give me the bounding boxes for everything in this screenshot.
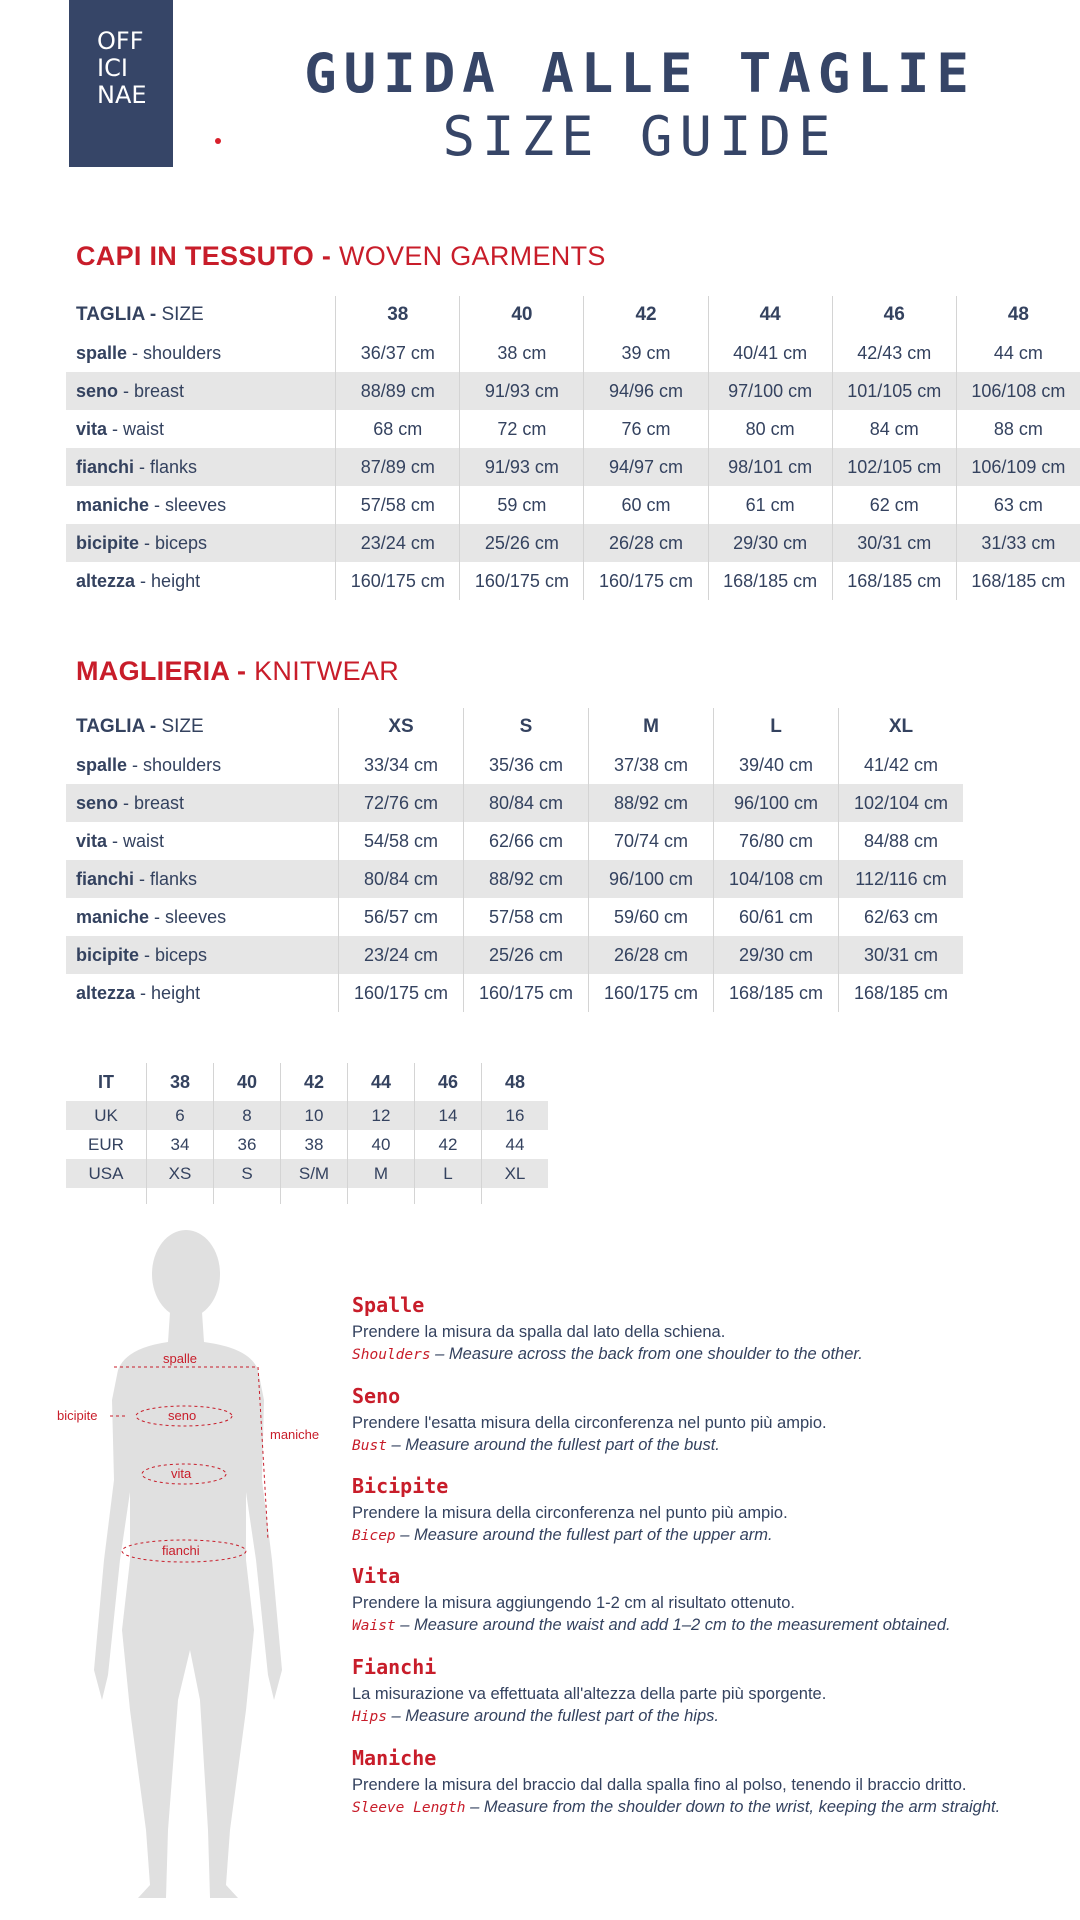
instruction-title: Maniche (352, 1746, 437, 1770)
instruction-en-text: – Measure around the fullest part of the hips. (386, 1707, 719, 1725)
table-cell: 160/175 cm (584, 562, 708, 600)
table-cell: 76 cm (584, 410, 708, 448)
table-cell: 56/57 cm (339, 898, 464, 936)
measure-label-en: - height (140, 570, 201, 591)
instruction-title: Vita (352, 1564, 401, 1588)
table-cell: 97/100 cm (708, 372, 832, 410)
instruction-text-it: Prendere la misura del braccio dal dalla spalla fino al polso, tenendo il braccio dritto. (352, 1776, 967, 1794)
table-cell: 25/26 cm (464, 936, 589, 974)
conversion-header-row (66, 1063, 548, 1101)
conversion-spacer-cell (415, 1188, 482, 1204)
table-cell: 57/58 cm (464, 898, 589, 936)
instruction-text-it: Prendere la misura da spalla dal lato della schiena. (352, 1323, 726, 1341)
conversion-row (66, 1159, 548, 1188)
measure-label-en: - breast (123, 792, 185, 813)
table-row (66, 524, 1080, 562)
measure-label-it: vita (76, 830, 108, 851)
logo-line-3: NAE (97, 81, 147, 109)
conversion-cell: 38 (281, 1130, 348, 1159)
conversion-cell: EUR (88, 1134, 124, 1154)
table-cell: 23/24 cm (339, 936, 464, 974)
table-cell: 60 cm (584, 486, 708, 524)
table-header-row (66, 708, 963, 746)
instruction-block (352, 1474, 1052, 1545)
woven-size-table (66, 296, 1080, 600)
table-cell: 33/34 cm (339, 746, 464, 784)
measure-label-en: - shoulders (132, 342, 222, 363)
size-column-header: 44 (708, 296, 832, 334)
measure-label-en: - biceps (144, 944, 208, 965)
table-cell: 160/175 cm (336, 562, 460, 600)
silhouette-svg (50, 1230, 350, 1910)
header-label-en: SIZE (161, 716, 204, 737)
table-cell: 84/88 cm (839, 822, 964, 860)
section-title-woven-it: CAPI IN TESSUTO - (76, 241, 332, 271)
table-cell: 106/109 cm (956, 448, 1080, 486)
size-column-header: 42 (584, 296, 708, 334)
table-cell: 39 cm (584, 334, 708, 372)
table-row (66, 334, 1080, 372)
conversion-spacer-cell (147, 1188, 214, 1204)
size-column-header: 48 (956, 296, 1080, 334)
conversion-header-cell: 42 (281, 1063, 348, 1101)
table-cell: 160/175 cm (589, 974, 714, 1012)
table-cell: 39/40 cm (714, 746, 839, 784)
measure-label (66, 974, 339, 1012)
conversion-header-cell: 40 (214, 1063, 281, 1101)
instruction-block (352, 1746, 1052, 1817)
instruction-en-key: Bust (352, 1438, 387, 1454)
conversion-cell: 14 (415, 1101, 482, 1130)
measure-label (66, 334, 336, 372)
table-cell: 37/38 cm (589, 746, 714, 784)
instruction-text-it: Prendere l'esatta misura della circonferenza nel punto più ampio. (352, 1414, 827, 1432)
size-column-header: L (714, 708, 839, 746)
conversion-spacer-cell (66, 1188, 147, 1204)
instruction-en-key: Sleeve Length (352, 1800, 466, 1816)
conversion-spacer-cell (281, 1188, 348, 1204)
measure-label-it: maniche (76, 906, 150, 927)
table-cell: 42/43 cm (832, 334, 956, 372)
table-cell: 88/92 cm (464, 860, 589, 898)
table-cell: 29/30 cm (708, 524, 832, 562)
instruction-block (352, 1564, 1052, 1635)
measure-label (66, 486, 336, 524)
conversion-header-cell: 46 (415, 1063, 482, 1101)
table-cell: 168/185 cm (839, 974, 964, 1012)
measure-label (66, 562, 336, 600)
measure-label-en: - biceps (144, 532, 208, 553)
measure-label-en: - flanks (139, 456, 198, 477)
section-title-knit-en: KNITWEAR (254, 656, 400, 686)
conversion-cell: 16 (482, 1101, 549, 1130)
table-cell: 72/76 cm (339, 784, 464, 822)
size-conversion-table (66, 1063, 548, 1204)
instruction-en-text: – Measure around the waist and add 1–2 cm to the measurement obtained. (395, 1616, 951, 1634)
table-cell: 60/61 cm (714, 898, 839, 936)
table-cell: 168/185 cm (956, 562, 1080, 600)
figure-label-seno: seno (168, 1408, 197, 1423)
table-row (66, 860, 963, 898)
instruction-en-text: – Measure around the fullest part of the bust. (386, 1436, 720, 1454)
table-row (66, 562, 1080, 600)
measure-label (66, 410, 336, 448)
instruction-text-en (352, 1798, 1052, 1817)
table-cell: 41/42 cm (839, 746, 964, 784)
instruction-block (352, 1293, 1052, 1364)
table-cell: 61 cm (708, 486, 832, 524)
body-silhouette (50, 1230, 350, 1910)
instruction-block (352, 1655, 1052, 1726)
conversion-cell: L (415, 1159, 482, 1188)
measure-label-it: altezza (76, 982, 136, 1003)
logo-dot (215, 138, 221, 144)
table-cell: 94/97 cm (584, 448, 708, 486)
measure-label (66, 372, 336, 410)
conversion-spacer-cell (348, 1188, 415, 1204)
size-column-header: 40 (460, 296, 584, 334)
measure-label (66, 822, 339, 860)
conversion-cell: 12 (348, 1101, 415, 1130)
size-column-header: 46 (832, 296, 956, 334)
table-cell: 68 cm (336, 410, 460, 448)
table-cell: 30/31 cm (839, 936, 964, 974)
instruction-text-it: Prendere la misura aggiungendo 1-2 cm al risultato ottenuto. (352, 1594, 796, 1612)
header-label-it: TAGLIA - (76, 304, 157, 325)
instruction-title: Seno (352, 1384, 401, 1408)
section-title-woven-en: WOVEN GARMENTS (338, 241, 606, 271)
section-title-knit (76, 656, 399, 687)
table-cell: 112/116 cm (839, 860, 964, 898)
conversion-cell: 8 (214, 1101, 281, 1130)
table-cell: 88 cm (956, 410, 1080, 448)
table-cell: 26/28 cm (589, 936, 714, 974)
logo-line-2: ICI (97, 54, 128, 82)
table-row (66, 936, 963, 974)
conversion-cell: 42 (415, 1130, 482, 1159)
table-cell: 80/84 cm (339, 860, 464, 898)
table-row (66, 784, 963, 822)
measure-label (66, 448, 336, 486)
size-column-header: XS (339, 708, 464, 746)
header-label (66, 708, 339, 746)
instruction-title: Fianchi (352, 1655, 437, 1679)
conversion-cell: XS (147, 1159, 214, 1188)
instruction-title: Bicipite (352, 1474, 449, 1498)
header-label (66, 296, 336, 334)
table-cell: 80/84 cm (464, 784, 589, 822)
table-row (66, 372, 1080, 410)
measure-label-it: bicipite (76, 532, 140, 553)
instruction-block (352, 1384, 1052, 1455)
table-header-row (66, 296, 1080, 334)
conversion-cell: 36 (214, 1130, 281, 1159)
table-cell: 102/104 cm (839, 784, 964, 822)
measure-label (66, 524, 336, 562)
table-cell: 160/175 cm (460, 562, 584, 600)
table-cell: 25/26 cm (460, 524, 584, 562)
table-row (66, 898, 963, 936)
instruction-text-en (352, 1526, 1052, 1545)
table-cell: 168/185 cm (832, 562, 956, 600)
table-cell: 59 cm (460, 486, 584, 524)
conversion-cell: S (214, 1159, 281, 1188)
table-cell: 76/80 cm (714, 822, 839, 860)
table-cell: 87/89 cm (336, 448, 460, 486)
table-row (66, 746, 963, 784)
knit-size-table (66, 708, 963, 1012)
instruction-en-text: – Measure across the back from one shoulder to the other. (430, 1345, 863, 1363)
table-cell: 168/185 cm (708, 562, 832, 600)
table-cell: 57/58 cm (336, 486, 460, 524)
instruction-text-en (352, 1707, 1052, 1726)
table-cell: 80 cm (708, 410, 832, 448)
table-row (66, 486, 1080, 524)
instruction-title: Spalle (352, 1293, 425, 1317)
table-cell: 72 cm (460, 410, 584, 448)
measure-label (66, 746, 339, 784)
figure-label-bicipite: bicipite (57, 1408, 98, 1423)
table-cell: 96/100 cm (714, 784, 839, 822)
conversion-cell: 44 (482, 1130, 549, 1159)
figure-label-maniche: maniche (270, 1427, 320, 1442)
conversion-cell: UK (66, 1101, 147, 1130)
conversion-cell: 10 (281, 1101, 348, 1130)
instruction-en-text: – Measure around the fullest part of the upper arm. (395, 1526, 773, 1544)
table-cell: 70/74 cm (589, 822, 714, 860)
conversion-header-cell: 44 (348, 1063, 415, 1101)
measure-label-it: seno (76, 380, 119, 401)
instruction-text-it: La misurazione va effettuata all'altezza della parte più sporgente. (352, 1685, 827, 1703)
table-cell: 62 cm (832, 486, 956, 524)
table-cell: 59/60 cm (589, 898, 714, 936)
table-cell: 96/100 cm (589, 860, 714, 898)
measure-label (66, 898, 339, 936)
conversion-row (66, 1130, 548, 1159)
conversion-cell: 34 (147, 1130, 214, 1159)
measure-label-it: fianchi (76, 868, 135, 889)
table-cell: 104/108 cm (714, 860, 839, 898)
table-cell: 94/96 cm (584, 372, 708, 410)
table-cell: 160/175 cm (339, 974, 464, 1012)
logo-line-1: OFF (97, 27, 144, 55)
measure-label-it: spalle (76, 754, 128, 775)
table-cell: 23/24 cm (336, 524, 460, 562)
measure-label-en: - flanks (139, 868, 198, 889)
header-label-en: SIZE (161, 304, 204, 325)
conversion-cell: USA (66, 1159, 147, 1188)
table-cell: 26/28 cm (584, 524, 708, 562)
conversion-spacer-row (66, 1188, 548, 1204)
measure-label (66, 860, 339, 898)
table-cell: 88/89 cm (336, 372, 460, 410)
instruction-text-it: Prendere la misura della circonferenza nel punto più ampio. (352, 1504, 788, 1522)
figure-label-vita: vita (171, 1466, 192, 1481)
conversion-header-cell: 48 (482, 1063, 549, 1101)
instruction-en-key: Shoulders (352, 1347, 431, 1363)
conversion-cell: 40 (348, 1130, 415, 1159)
conversion-cell: M (348, 1159, 415, 1188)
table-cell: 88/92 cm (589, 784, 714, 822)
conversion-spacer-cell (482, 1188, 549, 1204)
table-cell: 98/101 cm (708, 448, 832, 486)
table-cell: 91/93 cm (460, 372, 584, 410)
figure-label-fianchi: fianchi (162, 1543, 200, 1558)
size-column-header: 38 (336, 296, 460, 334)
table-cell: 106/108 cm (956, 372, 1080, 410)
brand-logo (69, 0, 173, 167)
measure-label (66, 936, 339, 974)
measure-label-en: - sleeves (154, 494, 227, 515)
measure-label-en: - breast (123, 380, 185, 401)
section-title-woven (76, 241, 606, 272)
conversion-row (66, 1101, 548, 1130)
table-cell: 84 cm (832, 410, 956, 448)
conversion-cell: XL (482, 1159, 549, 1188)
size-column-header: M (589, 708, 714, 746)
measure-label-en: - height (140, 982, 201, 1003)
table-cell: 91/93 cm (460, 448, 584, 486)
measure-label (66, 784, 339, 822)
measure-label-it: fianchi (76, 456, 135, 477)
instruction-en-key: Hips (352, 1709, 387, 1725)
measure-label-en: - waist (112, 418, 165, 439)
table-cell: 44 cm (956, 334, 1080, 372)
table-cell: 29/30 cm (714, 936, 839, 974)
table-cell: 62/66 cm (464, 822, 589, 860)
table-cell: 35/36 cm (464, 746, 589, 784)
table-cell: 63 cm (956, 486, 1080, 524)
measure-label-it: seno (76, 792, 119, 813)
table-cell: 38 cm (460, 334, 584, 372)
size-column-header: XL (839, 708, 964, 746)
measure-label-en: - sleeves (154, 906, 227, 927)
table-cell: 31/33 cm (956, 524, 1080, 562)
measure-label-en: - waist (112, 830, 165, 851)
instruction-text-en (352, 1616, 1052, 1635)
measure-label-it: maniche (76, 494, 150, 515)
table-cell: 54/58 cm (339, 822, 464, 860)
conversion-header-cell: IT (98, 1071, 114, 1092)
instruction-en-key: Bicep (352, 1528, 396, 1544)
measure-label-it: bicipite (76, 944, 140, 965)
table-cell: 36/37 cm (336, 334, 460, 372)
measure-label-it: vita (76, 418, 108, 439)
page-title-it: GUIDA ALLE TAGLIE (304, 42, 976, 105)
table-cell: 102/105 cm (832, 448, 956, 486)
table-row (66, 410, 1080, 448)
instruction-text-en (352, 1345, 1052, 1364)
conversion-cell: S/M (281, 1159, 348, 1188)
instruction-text-en (352, 1436, 1052, 1455)
table-cell: 168/185 cm (714, 974, 839, 1012)
header-label-it: TAGLIA - (76, 716, 157, 737)
table-row (66, 448, 1080, 486)
conversion-header-cell: 38 (147, 1063, 214, 1101)
table-row (66, 974, 963, 1012)
instruction-en-key: Waist (352, 1618, 396, 1634)
figure-label-spalle: spalle (163, 1351, 197, 1366)
conversion-spacer-cell (214, 1188, 281, 1204)
page-title-en: SIZE GUIDE (442, 105, 838, 168)
table-cell: 101/105 cm (832, 372, 956, 410)
instruction-en-text: – Measure from the shoulder down to the wrist, keeping the arm straight. (465, 1798, 1001, 1816)
measure-label-it: spalle (76, 342, 128, 363)
measure-label-it: altezza (76, 570, 136, 591)
size-column-header: S (464, 708, 589, 746)
table-row (66, 822, 963, 860)
measure-label-en: - shoulders (132, 754, 222, 775)
section-title-knit-it: MAGLIERIA - (76, 656, 247, 686)
table-cell: 160/175 cm (464, 974, 589, 1012)
table-cell: 40/41 cm (708, 334, 832, 372)
conversion-cell: 6 (147, 1101, 214, 1130)
table-cell: 30/31 cm (832, 524, 956, 562)
table-cell: 62/63 cm (839, 898, 964, 936)
